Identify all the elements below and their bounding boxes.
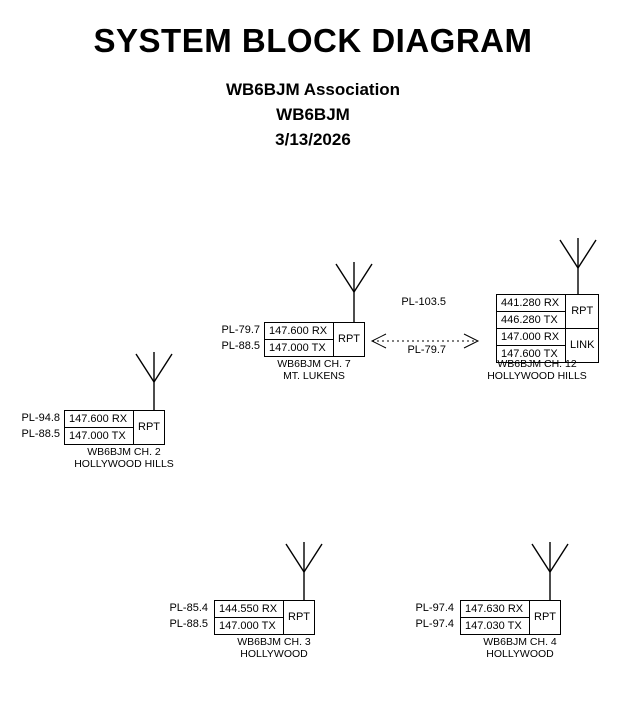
node-tag: RPT — [284, 601, 315, 635]
freq-cell: 441.280 RX — [497, 295, 566, 312]
freq-cell: 147.030 TX — [461, 618, 530, 635]
pl-label: PL-79.7 — [221, 324, 260, 336]
caption-ch2 — [34, 446, 214, 470]
freq-cell: 147.000 TX — [215, 618, 284, 635]
table-row — [65, 411, 165, 428]
node-location: HOLLYWOOD HILLS — [74, 458, 174, 470]
freq-cell: 147.600 RX — [65, 411, 134, 428]
node-name: WB6BJM CH. 7 — [277, 358, 351, 370]
freq-cell: 147.000 TX — [265, 340, 334, 357]
caption-ch4 — [430, 636, 610, 660]
callsign: WB6BJM — [276, 105, 350, 124]
association-name: WB6BJM Association — [225, 80, 401, 99]
node-name: WB6BJM CH. 12 — [497, 358, 577, 370]
pl-labels-ch12-bottom — [386, 342, 446, 358]
pl-label: PL-88.5 — [169, 618, 208, 630]
table-row — [497, 295, 599, 312]
freq-cell: 144.550 RX — [215, 601, 284, 618]
node-name: WB6BJM CH. 2 — [87, 446, 161, 458]
freq-cell: 147.600 RX — [265, 323, 334, 340]
table-row — [265, 323, 365, 340]
pl-labels-ch3 — [156, 600, 208, 632]
node-name: WB6BJM CH. 4 — [483, 636, 557, 648]
pl-label: PL-79.7 — [407, 344, 446, 356]
freq-table-ch7 — [264, 322, 365, 357]
freq-cell: 147.600 TX — [497, 346, 566, 363]
antenna-icon — [282, 542, 326, 604]
freq-table-ch3 — [214, 600, 315, 635]
freq-table-ch4 — [460, 600, 561, 635]
pl-labels-ch4 — [402, 600, 454, 632]
node-tag: RPT — [530, 601, 561, 635]
node-location: MT. LUKENS — [283, 370, 345, 382]
node-name: WB6BJM CH. 3 — [237, 636, 311, 648]
page-title: SYSTEM BLOCK DIAGRAM — [93, 22, 533, 59]
node-tag-link: LINK — [566, 329, 599, 363]
node-tag: RPT — [334, 323, 365, 357]
pl-label: PL-97.4 — [415, 618, 454, 630]
pl-label: PL-85.4 — [169, 602, 208, 614]
caption-ch12 — [448, 358, 626, 382]
node-tag: RPT — [134, 411, 165, 445]
table-row — [461, 601, 561, 618]
node-tag: RPT — [566, 295, 599, 329]
pl-label: PL-94.8 — [21, 412, 60, 424]
diagram-date: 3/13/2026 — [275, 130, 351, 149]
node-location: HOLLYWOOD HILLS — [487, 370, 587, 382]
freq-table-ch2 — [64, 410, 165, 445]
pl-labels-ch7 — [208, 322, 260, 354]
node-location: HOLLYWOOD — [240, 648, 308, 660]
table-row — [215, 601, 315, 618]
freq-table-ch12 — [496, 294, 599, 363]
antenna-icon — [332, 262, 376, 324]
pl-label: PL-97.4 — [415, 602, 454, 614]
freq-cell: 147.630 RX — [461, 601, 530, 618]
pl-label: PL-103.5 — [401, 296, 446, 308]
antenna-icon — [132, 352, 176, 414]
pl-label: PL-88.5 — [21, 428, 60, 440]
antenna-icon — [556, 238, 600, 300]
freq-cell: 446.280 TX — [497, 312, 566, 329]
pl-labels-ch2 — [8, 410, 60, 442]
freq-cell: 147.000 TX — [65, 428, 134, 445]
table-row — [497, 329, 599, 346]
pl-labels-ch12-top — [386, 294, 446, 310]
node-location: HOLLYWOOD — [486, 648, 554, 660]
caption-ch7 — [234, 358, 394, 382]
caption-ch3 — [184, 636, 364, 660]
freq-cell: 147.000 RX — [497, 329, 566, 346]
pl-label: PL-88.5 — [221, 340, 260, 352]
antenna-icon — [528, 542, 572, 604]
